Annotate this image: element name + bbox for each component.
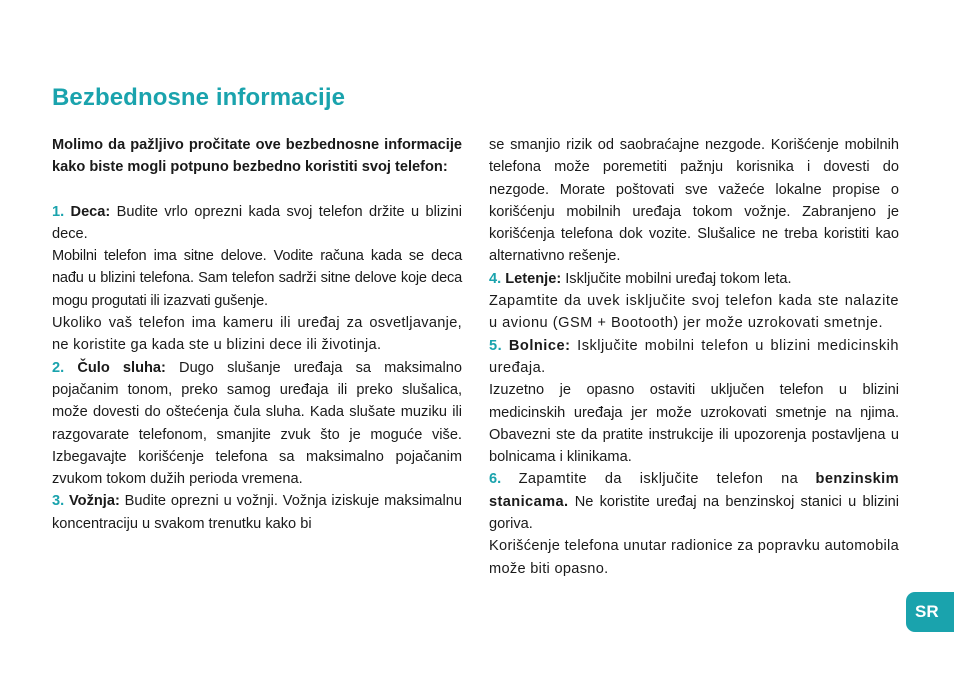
section-paragraph: Ukoliko vaš telefon ima kameru ili uređaj za osvetljavanje, ne koristite ga kada ste u blizini dece ili životinja. <box>52 315 462 354</box>
left-column <box>52 134 462 535</box>
intro-text: Molimo da pažljivo pročitate ove bezbednosne informacije kako biste mogli potpuno bezbedno koristiti svoj telefon: <box>52 137 462 176</box>
section-heading: benzinskim stanicama. <box>489 471 899 510</box>
section-number: 3. <box>52 493 65 510</box>
section-text: Isključite mobilni telefon u blizini medicinskih uređaja. <box>489 337 899 376</box>
section-heading: Letenje: <box>505 270 562 287</box>
section-heading: Čulo sluha: <box>77 359 166 376</box>
section-text-continued: se smanjio rizik od saobraćajne nezgode. Korišćenje mobilnih telefona može poremetiti pažnju korisnika i dovesti do nezgode. Morate poštovati sve važeće lokalne propise o korišćenju mobilnih uređaja tokom vožnje. Zabranjeno je korišćenja telefona dok vozite. Slušalice ne treba koristiti kao alternativno rešenje. <box>489 137 899 265</box>
section-paragraph: Mobilni telefon ima sitne delove. Vodite računa kada se deca nađu u blizini telefona. Sam telefon sadrži sitne delove koje deca mogu progutati ili izazvati gušenje. <box>52 248 462 309</box>
section-heading: Bolnice: <box>508 337 571 354</box>
section-hospitals <box>489 335 899 380</box>
section-paragraph: Zapamtite da uvek isključite svoj telefon kada ste nalazite u avionu (GSM + Bootooth) jer može uzrokovati smetnje. <box>489 293 899 332</box>
section-text: Budite vrlo oprezni kada svoj telefon držite u blizini dece. <box>52 203 462 242</box>
section-number: 5. <box>489 337 503 354</box>
section-paragraph: Izuzetno je opasno ostaviti uključen telefon u blizini medicinskih uređaja jer može uzrokovati smetnje na njima. Obavezni ste da pratite instrukcije ili upozorenja postavljena u bolnicama i klinikama. <box>489 382 899 466</box>
section-number: 2. <box>52 359 65 376</box>
language-tab: SR <box>906 592 954 632</box>
section-number: 1. <box>52 203 65 220</box>
section-heading: Vožnja: <box>69 493 120 510</box>
section-driving <box>52 490 462 535</box>
section-heading: Deca: <box>70 203 111 220</box>
section-text: Dugo slušanje uređaja sa maksimalno pojačanim tonom, preko samog uređaja ili preko slušalica, može dovesti do oštećenja čula sluha. Kada slušate muziku ili razgovarate telefonom, smanjite zvuk što je moguće više. Izbegavajte korišćenje telefona sa maksimalno pojačanim zvukom tokom dužih perioda vremena. <box>52 359 462 488</box>
page-title: Bezbednosne informacije <box>52 84 346 111</box>
section-flying <box>489 268 899 290</box>
section-text: Budite oprezni u vožnji. Vožnja iziskuje maksimalnu koncentraciju u svakom trenutku kako bi <box>52 493 462 532</box>
section-text: Zapamtite da isključite telefon na <box>518 471 799 488</box>
section-number: 4. <box>489 270 502 287</box>
right-column <box>489 134 899 580</box>
spacer <box>52 179 462 201</box>
section-children <box>52 201 462 246</box>
section-hearing <box>52 357 462 491</box>
section-number: 6. <box>489 471 502 488</box>
section-gas-stations <box>489 468 899 535</box>
section-paragraph: Korišćenje telefona unutar radionice za popravku automobila može biti opasno. <box>489 538 899 577</box>
section-text: Isključite mobilni uređaj tokom leta. <box>565 270 792 287</box>
section-text: Ne koristite uređaj na benzinskoj stanici u blizini goriva. <box>489 493 899 533</box>
